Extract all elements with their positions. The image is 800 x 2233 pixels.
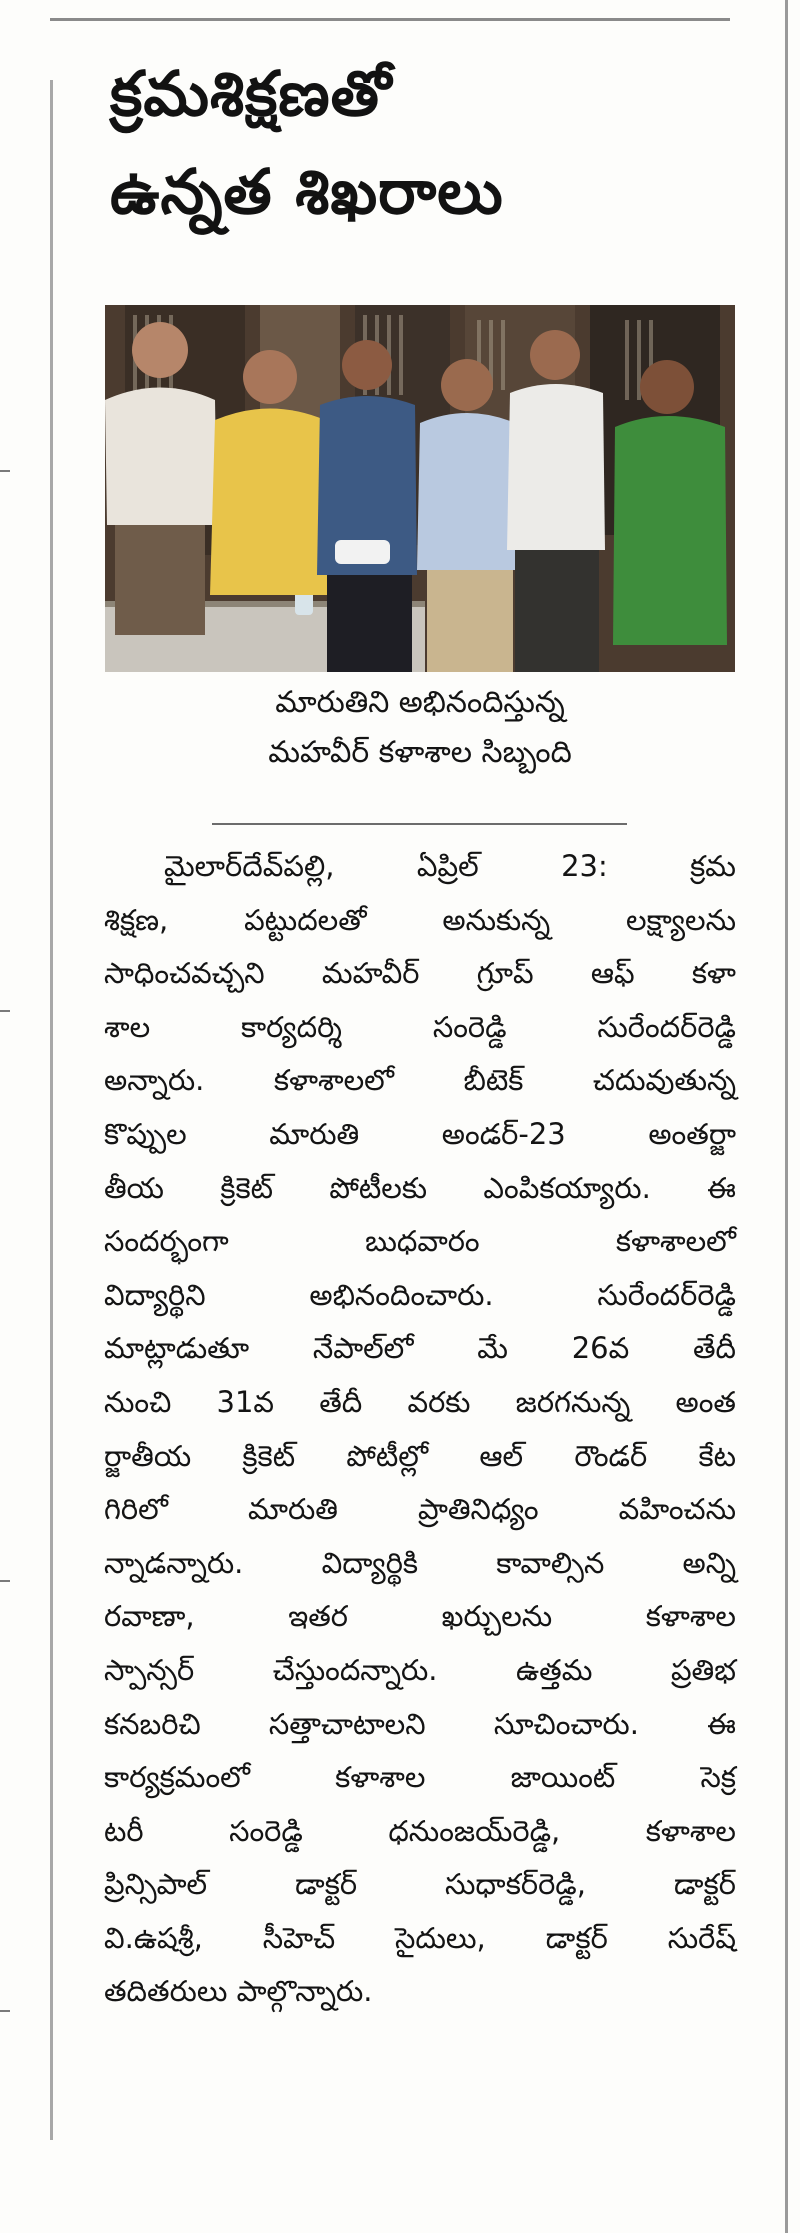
body-line: న్నాడన్నారు. విద్యార్థికి కావాల్సిన అన్ని [104, 1545, 736, 1580]
body-line: కార్యక్రమంలో కళాశాల జాయింట్ సెక్ర [104, 1760, 736, 1795]
headline-line-1: క్రమశిక్షణతో [110, 57, 393, 130]
body-line: స్పాన్సర్ చేస్తుందన్నారు. ఉత్తమ ప్రతిభ [104, 1652, 736, 1687]
caption-divider [212, 823, 627, 825]
body-line: తీయ క్రికెట్ పోటీలకు ఎంపికయ్యారు. ఈ [104, 1170, 736, 1205]
body-line: సందర్భంగా బుధవారం కళాశాలలో [104, 1224, 736, 1259]
adjacent-column-edge [0, 0, 14, 2233]
body-line: సాధించవచ్చని మహవీర్ గ్రూప్ ఆఫ్ కళా [104, 956, 736, 991]
body-line: కనబరిచి సత్తాచాటాలని సూచించారు. ఈ [104, 1706, 736, 1741]
body-line: ప్రిన్సిపాల్ డాక్టర్ సుధాకర్‌రెడ్డి, డాక్టర్ [104, 1867, 736, 1902]
body-line: వి.ఉషశ్రీ, సీహెచ్ సైదులు, డాక్టర్ సురేష్ [104, 1920, 736, 1955]
body-line: కొప్పుల మారుతి అండర్-23 అంతర్జా [104, 1116, 736, 1151]
body-line: శాల కార్యదర్శి సంరెడ్డి సురేందర్‌రెడ్డి [104, 1009, 736, 1044]
caption-line-2: మహవీర్ కళాశాల సిబ్బంది [268, 735, 572, 770]
body-line: మైలార్‌దేవ్‌పల్లి, ఏప్రిల్ 23: క్రమ [164, 849, 736, 883]
news-photo-graphic [105, 305, 735, 672]
caption-line-1: మారుతిని అభినందిస్తున్న [275, 685, 565, 720]
body-line: ర్జాతీయ క్రికెట్ పోటీల్లో ఆల్ రౌండర్ కేట [104, 1438, 736, 1473]
headline-line-2: ఉన్నత శిఖరాలు [110, 155, 504, 228]
body-line: విద్యార్థిని అభినందించారు. సురేందర్‌రెడ్డి [104, 1277, 736, 1312]
article-body [104, 840, 736, 2019]
headline [110, 45, 730, 241]
column-divider-right [785, 0, 788, 2233]
body-line: టరీ సంరెడ్డి ధనుంజయ్‌రెడ్డి, కళాశాల [104, 1813, 736, 1848]
body-line: నుంచి 31వ తేదీ వరకు జరగనున్న అంత [104, 1384, 736, 1419]
column-divider-left [50, 80, 53, 2140]
news-photo [105, 305, 735, 672]
body-line: అన్నారు. కళాశాలలో బీటెక్ చదువుతున్న [104, 1063, 736, 1098]
top-divider [50, 18, 730, 21]
photo-caption [105, 678, 735, 778]
body-line: రవాణా, ఇతర ఖర్చులను కళాశాల [104, 1599, 736, 1634]
body-line: మాట్లాడుతూ నేపాల్‌లో మే 26వ తేదీ [104, 1331, 736, 1366]
body-line: తదితరులు పాల్గొన్నారు. [104, 1974, 373, 2009]
body-line: గిరిలో మారుతి ప్రాతినిధ్యం వహించను [104, 1492, 736, 1527]
body-line: శిక్షణ, పట్టుదలతో అనుకున్న లక్ష్యాలను [104, 902, 736, 937]
